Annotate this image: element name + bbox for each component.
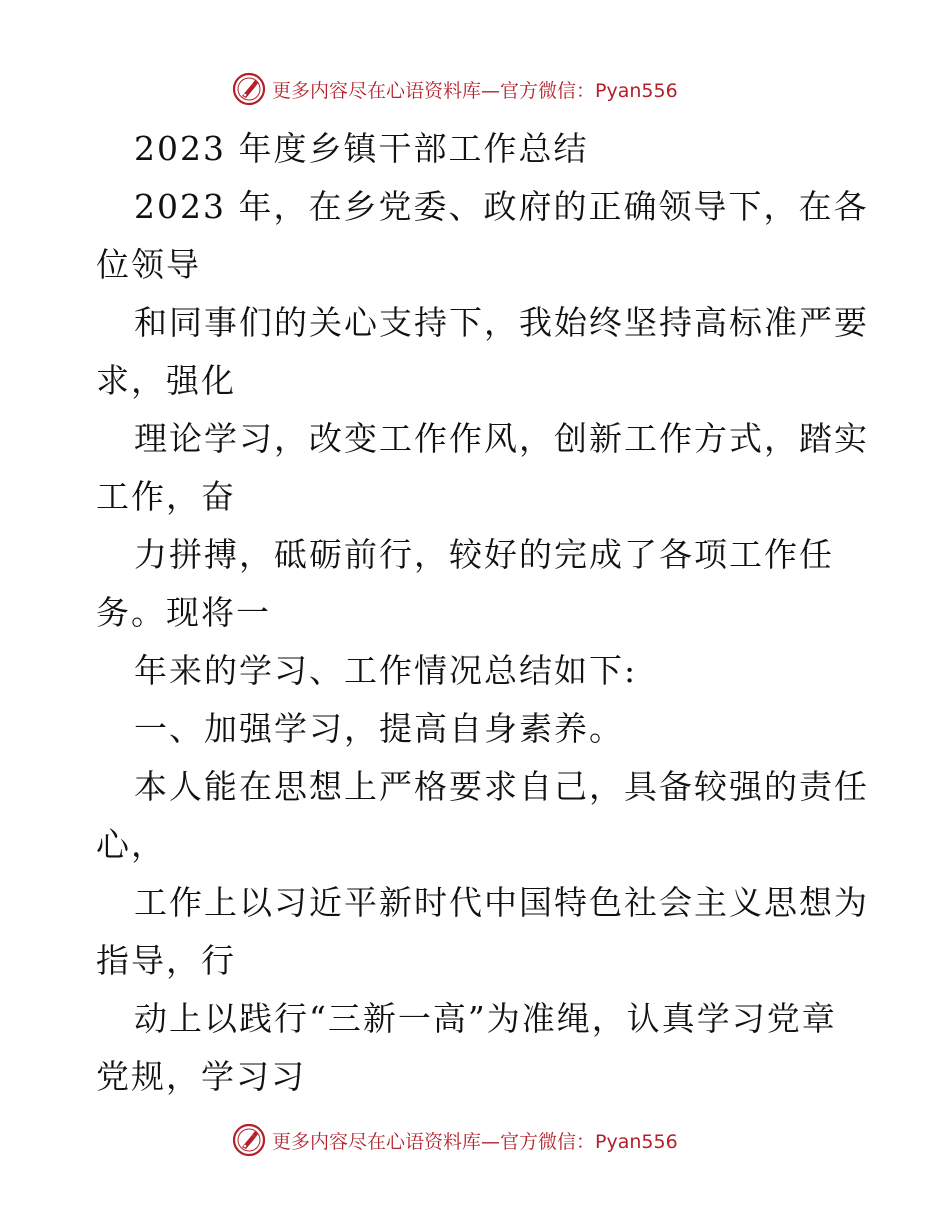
pen-nib-seal-icon — [232, 72, 266, 106]
text-line: 本人能在思想上严格要求自己，具备较强的责任 — [134, 767, 869, 806]
text-line: 动上以践行“三新一高”为准绳，认真学习党章 — [134, 999, 837, 1038]
text-line: 一、加强学习，提高自身素养。 — [134, 709, 624, 748]
header-watermark — [232, 72, 678, 106]
text-line: 年来的学习、工作情况总结如下: — [134, 651, 638, 690]
footer-watermark — [232, 1123, 678, 1157]
watermark-text: 更多内容尽在心语资料库—官方微信：Pyan556 — [272, 1130, 678, 1153]
text-line: 党规，学习习 — [96, 1057, 306, 1096]
text-line: 力拼搏，砥砺前行，较好的完成了各项工作任 — [134, 535, 834, 574]
text-line: 心， — [96, 825, 166, 864]
text-line: 工作上以习近平新时代中国特色社会主义思想为 — [134, 883, 869, 922]
text-line: 理论学习，改变工作作风，创新工作方式，踏实 — [134, 419, 869, 458]
document-body — [96, 120, 869, 1106]
text-line: 和同事们的关心支持下，我始终坚持高标准严要 — [134, 303, 869, 342]
text-line: 求，强化 — [96, 361, 236, 400]
document-title: 2023 年度乡镇干部工作总结 — [134, 129, 589, 168]
text-line: 工作，奋 — [96, 477, 236, 516]
pen-nib-seal-icon — [232, 1123, 266, 1157]
text-line: 指导，行 — [96, 941, 236, 980]
text-line: 位领导 — [96, 245, 201, 284]
text-line: 2023 年，在乡党委、政府的正确领导下，在各 — [134, 187, 869, 226]
watermark-text: 更多内容尽在心语资料库—官方微信：Pyan556 — [272, 79, 678, 102]
text-line: 务。现将一 — [96, 593, 271, 632]
